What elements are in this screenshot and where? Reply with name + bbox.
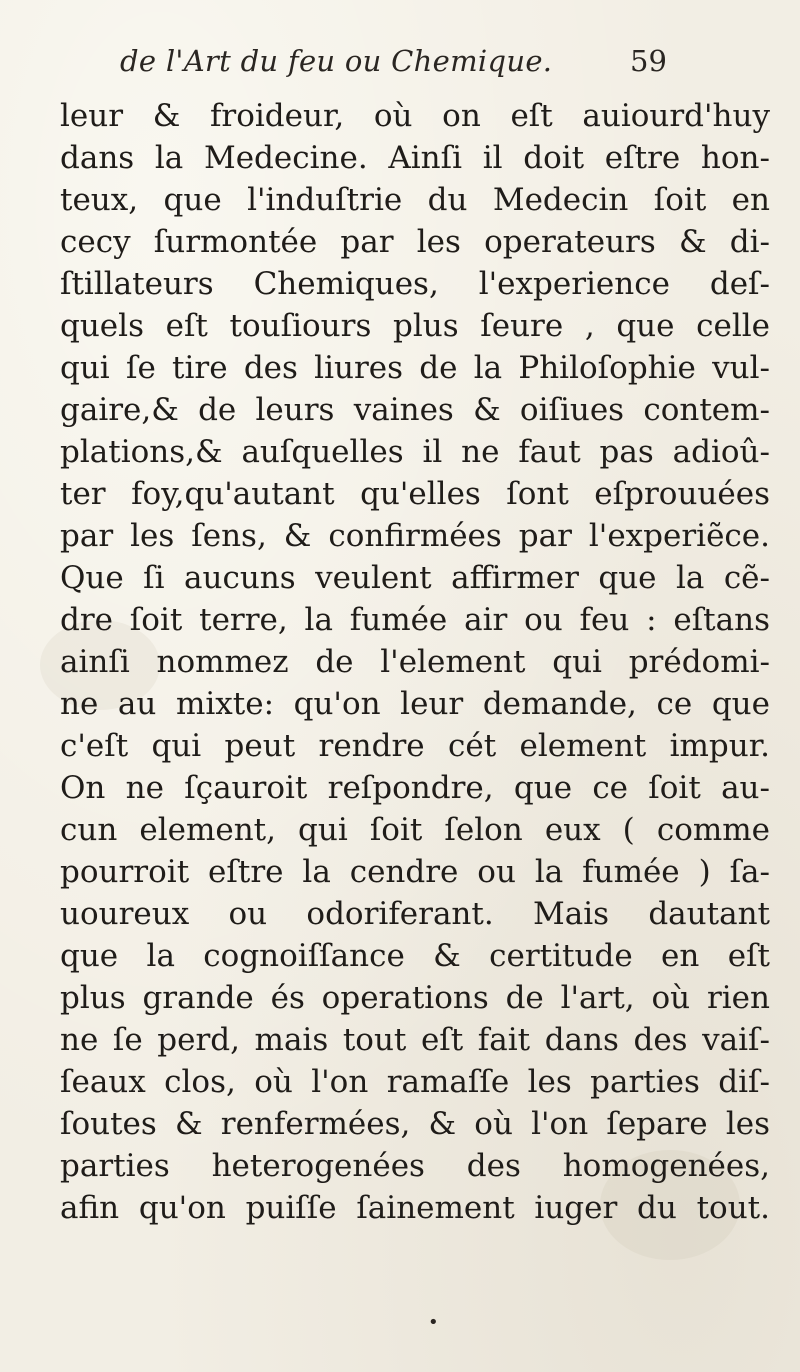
text-line: cecy ſurmontée par les operateurs & di- [60,224,770,260]
printer-mark: • [428,1312,439,1333]
page-header [120,38,667,88]
text-line: quels eſt touſiours plus ſeure , que celle [60,308,770,344]
text-line: ainſi nommez de l'element qui prédomi- [60,644,770,680]
text-line: que la cognoiſſance & certitude en eſt [60,938,770,974]
text-line: ſeaux clos, où l'on ramaſſe les parties diſ- [60,1064,770,1100]
text-line: leur & froideur, où on eſt auiourd'huy [60,98,770,134]
text-line: c'eſt qui peut rendre cét element impur. [60,728,770,764]
text-line: plations,& auſquelles il ne faut pas adioû- [60,434,770,470]
text-line: afin qu'on puiſſe ſainement iuger du tout. [60,1190,770,1226]
text-line: dans la Medecine. Ainſi il doit eſtre hon- [60,140,770,176]
page-number: 59 [630,44,667,78]
text-line: gaire,& de leurs vaines & oiſiues contem- [60,392,770,428]
text-line: ter foy,qu'autant qu'elles ſont eſprouuées [60,476,770,512]
text-line: ne ſe perd, mais tout eſt fait dans des vaiſ- [60,1022,770,1058]
text-line: ſoutes & renfermées, & où l'on ſepare les [60,1106,770,1142]
text-line: cun element, qui ſoit ſelon eux ( comme [60,812,770,848]
text-line: ſtillateurs Chemiques, l'experience deſ- [60,266,770,302]
text-line: qui ſe tire des liures de la Philoſophie vul- [60,350,770,386]
text-line: pourroit eſtre la cendre ou la fumée ) ſa- [60,854,770,890]
text-line: par les ſens, & confirmées par l'experiẽce. [60,518,770,554]
text-line: uoureux ou odoriferant. Mais dautant [60,896,770,932]
text-line: ne au mixte: qu'on leur demande, ce que [60,686,770,722]
text-line: Que ſi aucuns veulent affirmer que la cẽ- [60,560,770,596]
text-line: plus grande és operations de l'art, où rien [60,980,770,1016]
text-line: teux, que l'induſtrie du Medecin ſoit en [60,182,770,218]
text-line: dre ſoit terre, la fumée air ou feu : eſtans [60,602,770,638]
text-line: On ne ſçauroit reſpondre, que ce ſoit au- [60,770,770,806]
text-line: parties heterogenées des homogenées, [60,1148,770,1184]
body-text [60,95,770,1229]
running-title: de l'Art du feu ou Chemique. [120,44,553,78]
